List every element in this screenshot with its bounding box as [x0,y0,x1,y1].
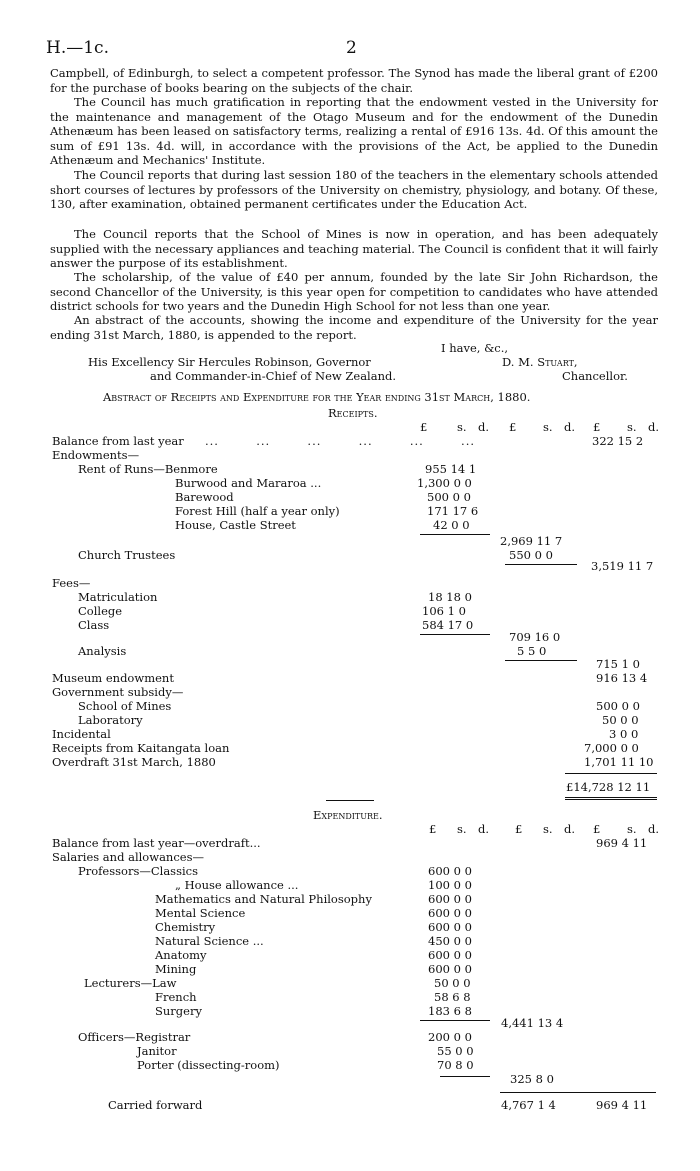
receipt-run-label: Forest Hill (half a year only) [175,504,340,518]
expense-lecturer-amount: 58 6 8 [434,990,471,1004]
carried-forward-label: Carried forward [108,1098,203,1112]
receipt-school-of-mines-amount: 500 0 0 [596,699,640,713]
receipts-heading: Receipts. [328,406,378,420]
receipt-run-label: House, Castle Street [175,518,296,532]
expense-lecturer-amount: 183 6 8 [428,1004,472,1018]
col-header-pence-1: d. [478,420,490,434]
receipt-run-amount: 955 14 1 [425,462,477,476]
receipt-kaitangata-amount: 7,000 0 0 [584,741,639,755]
col-header-shillings-1: s. [457,822,467,836]
expense-professor-label: Chemistry [155,920,216,934]
col-header-pounds-2: £ [515,822,523,836]
receipt-fee-label: Class [78,618,110,632]
receipt-church-trustees-label: Church Trustees [78,548,176,562]
subtotal-rule [420,634,490,635]
receipt-kaitangata-label: Receipts from Kaitangata loan [52,741,230,755]
col-header-pounds-3: £ [593,822,601,836]
col-header-pence-3: d. [648,420,660,434]
paragraph-scholarship: The scholarship, of the value of £40 per annum, founded by the late Sir John Richardson, the second Chancellor of the University, is this year open for competition to candidates who have attended district schools for two years and the Dunedin High School for not less than one year. [50,270,658,313]
expense-professor-amount: 600 0 0 [428,920,472,934]
receipt-run-label: Burwood and Mararoa ... [175,476,322,490]
paragraph-teachers-courses: The Council reports that during last session 180 of the teachers in the elementary schools attended short courses of lectures by professors of the University on chemistry, physiology, and botany. Of these, 130, after examination, obtained permanent certificates under the Education Act. [50,168,658,211]
expense-professor-label: Mental Science [155,906,246,920]
col-header-shillings-3: s. [627,420,637,434]
receipt-fees-subtotal: 709 16 0 [509,630,561,644]
col-header-pence-3: d. [648,822,660,836]
carried-forward-rule [500,1092,656,1093]
addressee-line-2: and Commander-in-Chief of New Zealand. [150,369,397,383]
expense-officers-label: Officers—Registrar [78,1030,191,1044]
expense-officer-amount: 200 0 0 [428,1030,472,1044]
expenditure-heading: Expenditure. [313,808,383,822]
receipt-govt-label: Government subsidy— [52,685,184,699]
expense-salaries-subtotal: 4,441 13 4 [501,1016,564,1030]
subtotal-rule [420,534,490,535]
col-header-pence-2: d. [564,420,576,434]
receipt-museum-label: Museum endowment [52,671,174,685]
expense-balance-amount: 969 4 11 [596,836,648,850]
expense-professor-amount: 600 0 0 [428,948,472,962]
receipt-fee-label: College [78,604,123,618]
receipt-church-trustees-amount: 550 0 0 [509,548,553,562]
expense-balance-label: Balance from last year—overdraft... [52,836,261,850]
receipt-fees-total: 715 1 0 [596,657,640,671]
receipt-run-amount: 500 0 0 [427,490,471,504]
receipt-museum-amount: 916 13 4 [596,671,648,685]
subtotal-rule [505,660,577,661]
receipt-fees-label: Fees— [52,576,91,590]
receipt-fee-amount: 584 17 0 [422,618,474,632]
receipt-fee-amount: 18 18 0 [428,590,472,604]
receipt-fee-label: Matriculation [78,590,158,604]
expense-professor-label: Anatomy [155,948,207,962]
expense-officer-label: Janitor [137,1044,177,1058]
expense-lecturer-label: French [155,990,197,1004]
receipt-laboratory-amount: 50 0 0 [602,713,639,727]
addressee-line-1: His Excellency Sir Hercules Robinson, Governor [88,355,371,369]
receipt-endowments-label: Endowments— [52,448,140,462]
receipt-overdraft-amount: 1,701 11 10 [584,755,654,769]
expense-professor-label: Mining [155,962,197,976]
receipt-analysis-label: Analysis [78,644,127,658]
expense-professor-label: Natural Science ... [155,934,264,948]
expense-professor-amount: 600 0 0 [428,892,472,906]
expense-professor-amount: 600 0 0 [428,864,472,878]
abstract-title: Abstract of Receipts and Expenditure for the Year ending 31st March, 1880. [103,390,531,404]
receipt-runs-subtotal: 2,969 11 7 [500,534,563,548]
expense-professor-label: Mathematics and Natural Philosophy [155,892,372,906]
receipt-run-amount: 171 17 6 [427,504,479,518]
section-divider [326,800,374,801]
receipt-laboratory-label: Laboratory [78,713,143,727]
total-rule [565,773,657,774]
col-header-pence-1: d. [478,822,490,836]
col-header-shillings-1: s. [457,420,467,434]
receipt-run-label: Barewood [175,490,234,504]
paragraph-synod-grant: Campbell, of Edinburgh, to select a competent professor. The Synod has made the liberal grant of £200 for the purchase of books bearing on the subjects of the chair. [50,66,658,95]
expense-officer-amount: 70 8 0 [437,1058,474,1072]
paragraph-abstract-note: An abstract of the accounts, showing the income and expenditure of the University for the year ending 31st March, 1880, is appended to the report. [50,313,658,342]
subtotal-rule [420,1020,490,1021]
expense-professor-amount: 450 0 0 [428,934,472,948]
receipt-school-of-mines-label: School of Mines [78,699,172,713]
col-header-pounds-1: £ [429,822,437,836]
receipt-incidental-label: Incidental [52,727,111,741]
col-header-pounds-1: £ [420,420,428,434]
receipt-analysis-amount: 5 5 0 [517,644,547,658]
closing-i-have: I have, &c., [441,341,509,355]
expense-lecturer-label: Surgery [155,1004,202,1018]
total-rule [565,797,657,798]
receipt-run-amount: 1,300 0 0 [417,476,472,490]
receipt-endowments-total: 3,519 11 7 [591,559,654,573]
receipt-incidental-amount: 3 0 0 [609,727,639,741]
carried-forward-right-amount: 969 4 11 [596,1098,648,1112]
expense-officer-label: Porter (dissecting-room) [137,1058,280,1072]
paragraph-school-of-mines: The Council reports that the School of Mines is now in operation, and has been adequately supplied with the necessary appliances and teaching material. The Council is confident that it will fairly answer the purpose of its establishment. [50,227,658,270]
receipt-run-amount: 42 0 0 [433,518,470,532]
carried-forward-mid-amount: 4,767 1 4 [501,1098,556,1112]
leader-dots: ... ... ... ... ... ... [205,434,476,448]
subtotal-rule [440,1076,490,1077]
page-header-reference: H.—1c. [46,38,109,58]
receipt-rent-of-runs-label: Rent of Runs—Benmore [78,462,218,476]
expense-professors-label: Professors—Classics [78,864,199,878]
expense-lecturer-amount: 50 0 0 [434,976,471,990]
expense-professor-amount: 600 0 0 [428,906,472,920]
col-header-shillings-2: s. [543,420,553,434]
signer-name: D. M. Stuart, [502,355,578,369]
receipt-grand-total: £14,728 12 11 [566,780,651,794]
col-header-shillings-3: s. [627,822,637,836]
receipt-balance-label: Balance from last year [52,434,184,448]
page-number: 2 [346,38,357,58]
col-header-pence-2: d. [564,822,576,836]
subtotal-rule [505,564,577,565]
receipt-overdraft-label: Overdraft 31st March, 1880 [52,755,216,769]
total-rule [565,799,657,800]
expense-professor-amount: 100 0 0 [428,878,472,892]
col-header-shillings-2: s. [543,822,553,836]
expense-officers-subtotal: 325 8 0 [510,1072,554,1086]
receipt-balance-amount: 322 15 2 [592,434,644,448]
expense-officer-amount: 55 0 0 [437,1044,474,1058]
expense-professor-label: „ House allowance ... [175,878,299,892]
col-header-pounds-3: £ [593,420,601,434]
col-header-pounds-2: £ [509,420,517,434]
signer-title: Chancellor. [562,369,628,383]
expense-lecturers-label: Lecturers—Law [84,976,177,990]
receipt-fee-amount: 106 1 0 [422,604,466,618]
expense-salaries-label: Salaries and allowances— [52,850,204,864]
paragraph-museum-endowment: The Council has much gratification in reporting that the endowment vested in the University for the maintenance and management of the Otago Museum and for the endowment of the Dunedin Athenæum has been leased on satisfactory terms, realizing a rental of £916 13s. 4d. Of this amount the sum of £91 13s. 4d. will, in accordance with the provisions of the Act, be applied to the Dunedin Athenæum and Mechanics' Institute. [50,95,658,167]
expense-professor-amount: 600 0 0 [428,962,472,976]
